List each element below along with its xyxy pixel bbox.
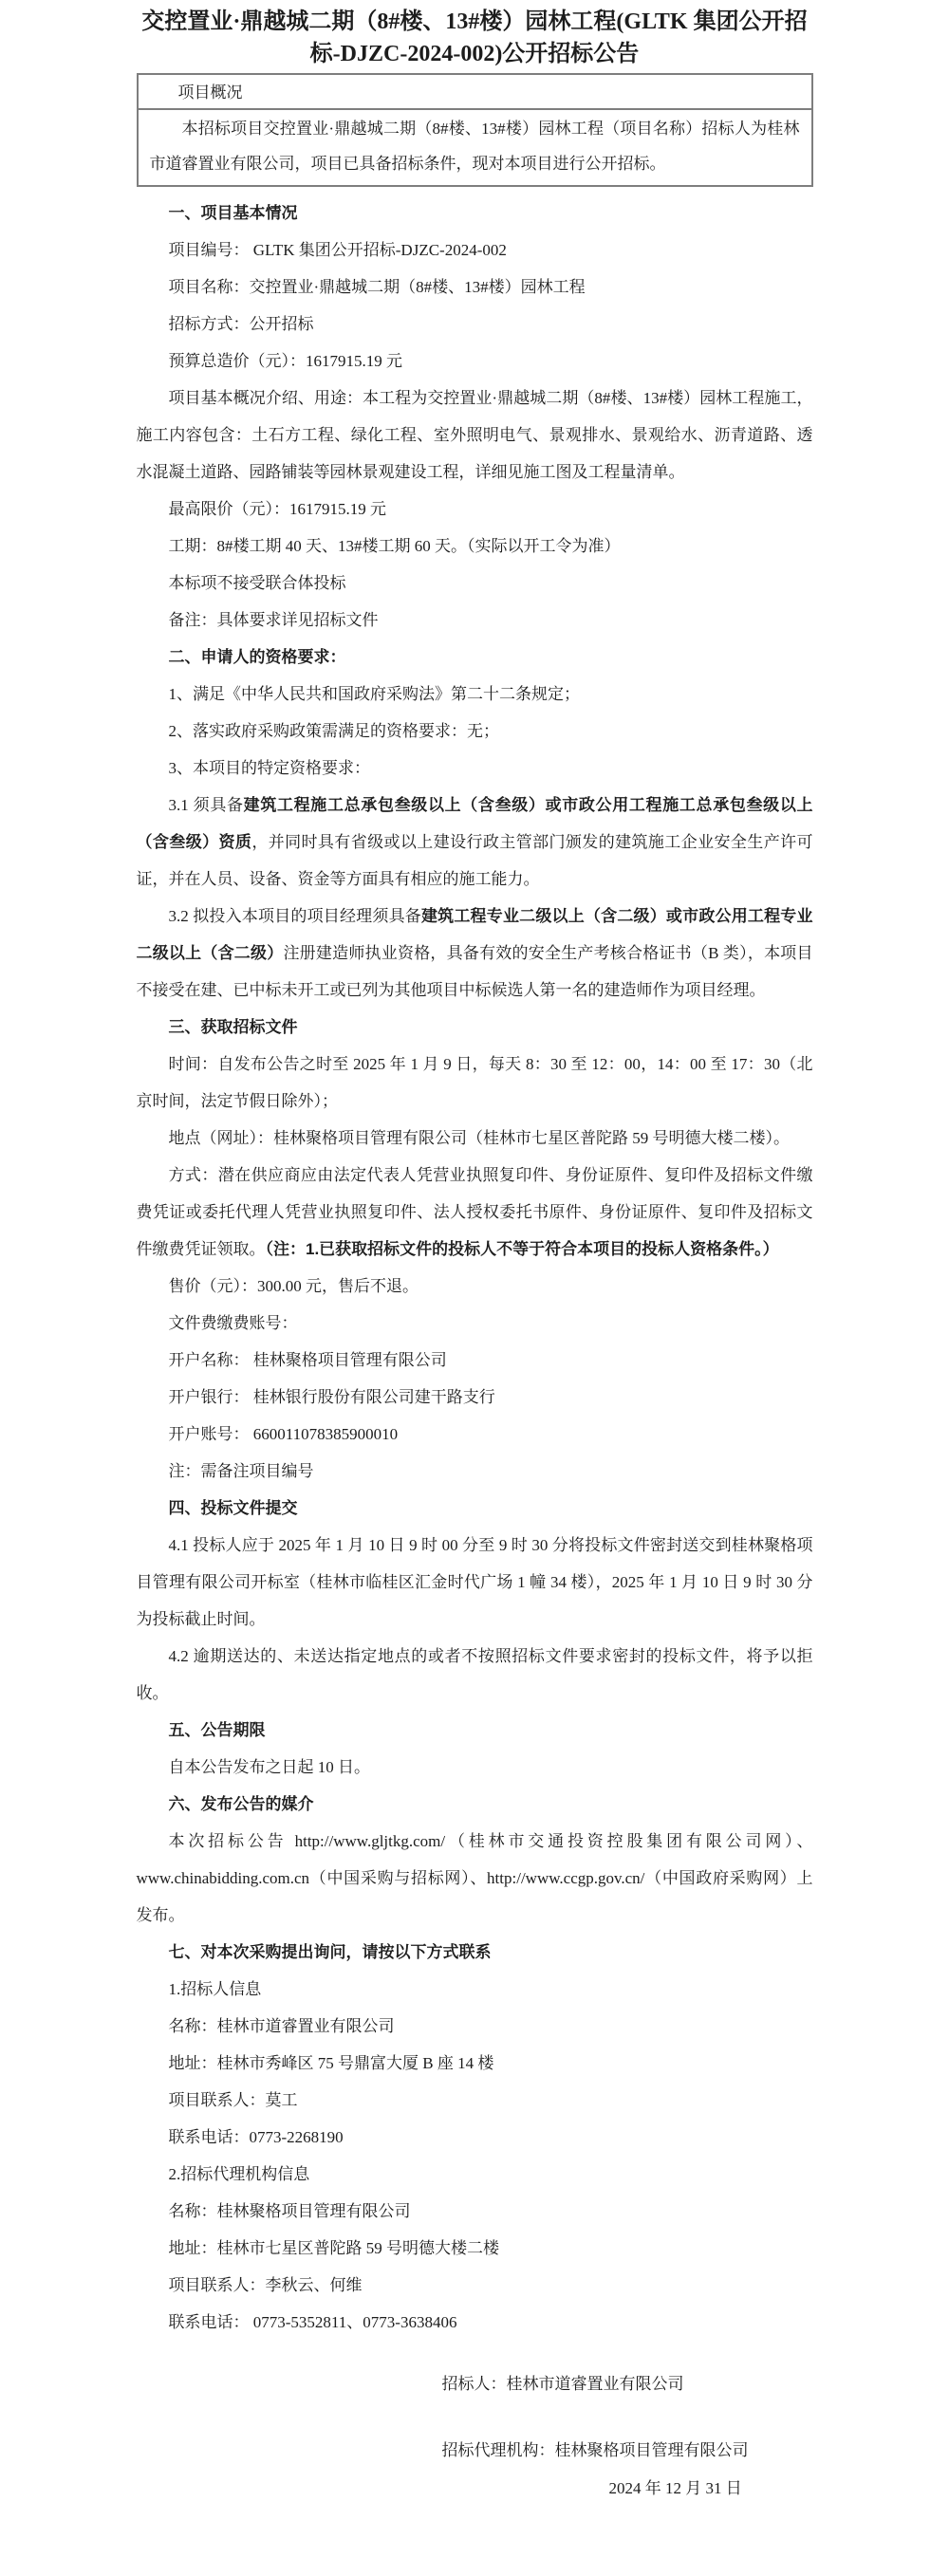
paragraph	[137, 528, 813, 565]
text-run: 本次招标公告 http://www.gljtkg.com/（桂林市交通投资控股集团有限公司网）、www.chinabidding.com.cn（中国采购与招标网）、http://www.ccgp.gov.cn/（中国政府采购网）上发布。	[136, 1832, 813, 1924]
text-run: 名称：桂林市道睿置业有限公司	[168, 2017, 395, 2035]
section-heading	[137, 1712, 813, 1749]
paragraph	[137, 269, 813, 306]
section-heading	[137, 1786, 813, 1823]
text-run: 联系电话： 0773-5352811、0773-3638406	[168, 2313, 457, 2331]
paragraph	[137, 1305, 813, 1342]
paragraph	[137, 1379, 813, 1416]
project-overview-box	[137, 73, 813, 187]
text-run: 2、落实政府采购政策需满足的资格要求：无；	[168, 722, 499, 740]
text-run: 项目编号： GLTK 集团公开招标-DJZC-2024-002	[168, 241, 507, 259]
paragraph	[137, 343, 813, 380]
emphasis-text: 五、公告期限	[168, 1721, 266, 1739]
text-run: 3.1 须具备	[168, 796, 244, 814]
text-run: 备注：具体要求详见招标文件	[168, 611, 379, 629]
paragraph	[137, 2008, 813, 2045]
emphasis-text: 三、获取招标文件	[168, 1018, 298, 1036]
paragraph	[137, 2304, 813, 2341]
overview-body: 本招标项目交控置业·鼎越城二期（8#楼、13#楼）园林工程（项目名称）招标人为桂林市道睿置业有限公司，项目已具备招标条件，现对本项目进行公开招标。	[149, 120, 800, 173]
paragraph	[137, 2045, 813, 2082]
paragraph	[137, 1416, 813, 1453]
text-run: 注：需备注项目编号	[168, 1462, 314, 1480]
emphasis-text: （注：1.已获取招标文件的投标人不等于符合本项目的投标人资格条件。）	[265, 1240, 779, 1258]
paragraph	[137, 232, 813, 269]
text-run: 项目联系人：莫工	[168, 2091, 298, 2109]
text-run: 地址：桂林市七星区普陀路 59 号明德大楼二楼	[168, 2239, 499, 2257]
page-title: 交控置业·鼎越城二期（8#楼、13#楼）园林工程(GLTK 集团公开招标-DJZC-2024-002)公开招标公告	[141, 9, 808, 66]
paragraph	[137, 898, 813, 1009]
emphasis-text: 建筑工程施工总承包叁级以上（含叁级）或市政公用工程施工总承包叁级以上（含叁级）资质	[136, 796, 813, 851]
text-run: 招标方式：公开招标	[168, 315, 314, 333]
text-run: 联系电话：0773-2268190	[168, 2128, 344, 2146]
paragraph	[137, 1268, 813, 1305]
text-run: 预算总造价（元）：1617915.19 元	[168, 352, 402, 370]
paragraph	[137, 750, 813, 787]
section-heading	[137, 1490, 813, 1527]
paragraph	[137, 713, 813, 750]
emphasis-text: 一、项目基本情况	[168, 204, 298, 222]
text-run: 工期：8#楼工期 40 天、13#楼工期 60 天。（实际以开工令为准）	[168, 537, 621, 555]
emphasis-text: 四、投标文件提交	[168, 1499, 298, 1517]
paragraph	[137, 2267, 813, 2304]
paragraph	[137, 2156, 813, 2193]
text-run: 最高限价（元）：1617915.19 元	[168, 500, 386, 518]
paragraph	[137, 565, 813, 602]
signature-block	[137, 2365, 813, 2508]
text-run: 注册建造师执业资格，具备有效的安全生产考核合格证书（B 类），本项目不接受在建、已中标未开工或已列为其他项目中标候选人第一名的建造师作为项目经理。	[136, 944, 813, 999]
paragraph	[137, 380, 813, 491]
text-run: 时间：自发布公告之时至 2025 年 1 月 9 日，每天 8：30 至 12：00，14：00 至 17：30（北京时间，法定节假日除外）；	[136, 1055, 813, 1110]
emphasis-text: 六、发布公告的媒介	[168, 1795, 314, 1813]
text-run: ，并同时具有省级或以上建设行政主管部门颁发的建筑施工企业安全生产许可证，并在人员、设备、资金等方面具有相应的施工能力。	[136, 833, 813, 888]
paragraph	[137, 1157, 813, 1268]
paragraph	[137, 602, 813, 639]
text-run: 2.招标代理机构信息	[168, 2165, 310, 2183]
text-run: 开户名称： 桂林聚格项目管理有限公司	[168, 1351, 447, 1369]
text-run: 开户银行： 桂林银行股份有限公司建干路支行	[168, 1388, 495, 1406]
text-run: 售价（元）：300.00 元，售后不退。	[168, 1277, 419, 1295]
paragraph	[137, 1971, 813, 2008]
section-heading	[137, 195, 813, 232]
paragraph	[137, 306, 813, 343]
text-run: 本标项不接受联合体投标	[168, 574, 346, 592]
paragraph	[137, 491, 813, 528]
text-run: 自本公告发布之日起 10 日。	[168, 1758, 370, 1776]
paragraph	[137, 1046, 813, 1120]
paragraph	[137, 1342, 813, 1379]
text-run: 开户账号： 660011078385900010	[168, 1425, 399, 1443]
section-heading	[137, 1009, 813, 1046]
text-run: 3.2 拟投入本项目的项目经理须具备	[168, 907, 421, 925]
paragraph	[137, 1120, 813, 1157]
text-run: 3、本项目的特定资格要求：	[168, 759, 370, 777]
text-run: 名称：桂林聚格项目管理有限公司	[168, 2202, 411, 2220]
emphasis-text: 二、申请人的资格要求：	[168, 648, 346, 666]
agency-line: 招标代理机构：桂林聚格项目管理有限公司	[441, 2441, 749, 2459]
paragraph	[137, 1749, 813, 1786]
bidder-line: 招标人：桂林市道睿置业有限公司	[441, 2375, 684, 2393]
paragraph	[137, 676, 813, 713]
paragraph	[137, 1527, 813, 1638]
section-heading	[137, 1934, 813, 1971]
section-heading	[137, 639, 813, 676]
paragraph	[137, 1823, 813, 1934]
paragraph	[137, 787, 813, 898]
date-line: 2024 年 12 月 31 日	[608, 2479, 742, 2497]
content	[137, 195, 813, 2341]
text-run: 项目联系人：李秋云、何维	[168, 2276, 363, 2294]
text-run: 方式：潜在供应商应由法定代表人凭营业执照复印件、身份证原件、复印件及招标文件缴费凭证或委托代理人凭营业执照复印件、法人授权委托书原件、身份证原件、复印件及招标文件缴费凭证领取。	[136, 1166, 813, 1258]
emphasis-text: 七、对本次采购提出询问，请按以下方式联系	[168, 1943, 492, 1961]
paragraph	[137, 1453, 813, 1490]
text-run: 地点（网址）：桂林聚格项目管理有限公司（桂林市七星区普陀路 59 号明德大楼二楼）。	[168, 1129, 790, 1147]
emphasis-text: 建筑工程专业二级以上（含二级）或市政公用工程专业二级以上（含二级）	[136, 907, 813, 962]
paragraph	[137, 2230, 813, 2267]
text-run: 地址：桂林市秀峰区 75 号鼎富大厦 B 座 14 楼	[168, 2054, 494, 2072]
text-run: 项目名称：交控置业·鼎越城二期（8#楼、13#楼）园林工程	[168, 278, 586, 296]
overview-header: 项目概况	[139, 75, 811, 110]
text-run: 1、满足《中华人民共和国政府采购法》第二十二条规定；	[168, 685, 580, 703]
text-run: 文件费缴费账号：	[168, 1314, 298, 1332]
paragraph	[137, 1638, 813, 1712]
paragraph	[137, 2119, 813, 2156]
text-run: 1.招标人信息	[168, 1980, 262, 1998]
text-run: 项目基本概况介绍、用途：本工程为交控置业·鼎越城二期（8#楼、13#楼）园林工程施工，施工内容包含：土石方工程、绿化工程、室外照明电气、景观排水、景观给水、沥青道路、透水混凝土道路、园路铺装等园林景观建设工程，详细见施工图及工程量清单。	[136, 389, 813, 481]
text-run: 4.1 投标人应于 2025 年 1 月 10 日 9 时 00 分至 9 时 30 分将投标文件密封送交到桂林聚格项目管理有限公司开标室（桂林市临桂区汇金时代广场 1 幢 34 楼），2025 年 1 月 10 日 9 时 30 分为投标截止时间。	[136, 1536, 813, 1628]
paragraph	[137, 2082, 813, 2119]
text-run: 4.2 逾期送达的、未送达指定地点的或者不按照招标文件要求密封的投标文件，将予以拒收。	[136, 1647, 813, 1702]
paragraph	[137, 2193, 813, 2230]
